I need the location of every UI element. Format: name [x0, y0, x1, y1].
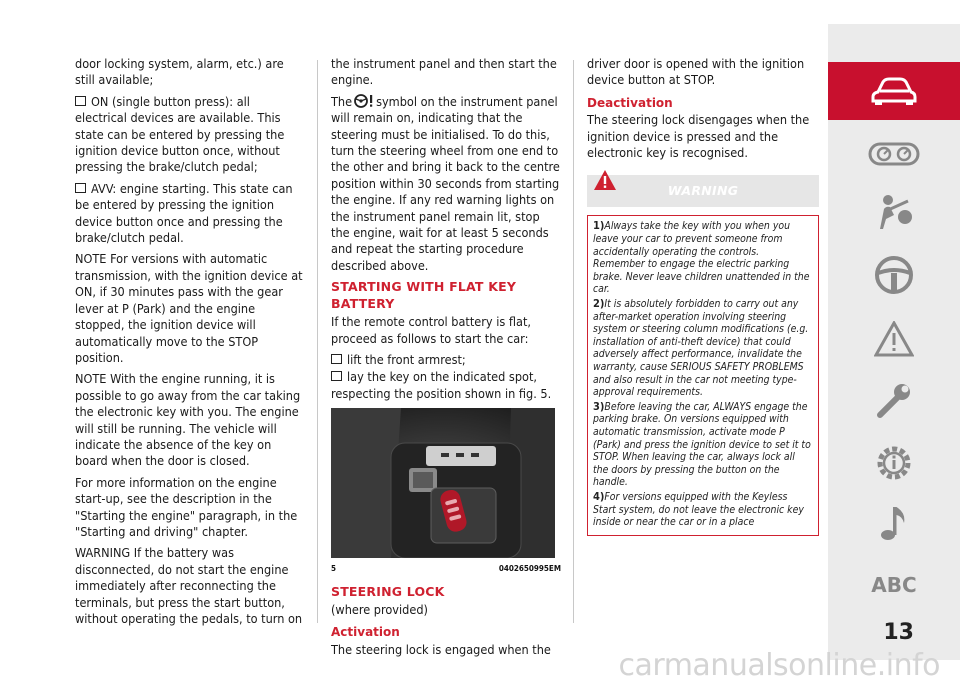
- sidebar-item-emergency[interactable]: [828, 310, 960, 368]
- bullet-square-icon: [75, 96, 86, 106]
- figure-caption: [331, 558, 561, 577]
- warning-item: 2)It is absolutely forbidden to carry out any after-market operation involving steering system or steering column modifications (e.g. installation of anti-theft device) that could adversely affect performance, invalidate the warranty, cause SERIOUS SAFETY PROBLEMS and also result in the car not meeting type-approval requirements.: [593, 297, 809, 399]
- note-paragraph: NOTE With the engine running, it is possible to go away from the car taking the electronic key with you. The engine will still be running. The vehicle will indicate the absence of the key on board when the door is closed.: [75, 371, 301, 469]
- paragraph: driver door is opened with the ignition device button at STOP.: [587, 56, 805, 88]
- center-console-illustration: [331, 408, 555, 558]
- paragraph: door locking system, alarm, etc.) are still available;: [75, 56, 284, 88]
- warning-title: WARNING: [667, 183, 739, 199]
- airbag-safety-icon: [874, 193, 914, 233]
- paragraph: (where provided): [331, 601, 428, 617]
- paragraph: the instrument panel and then start the engine.: [331, 56, 557, 88]
- warning-item: 4)For versions equipped with the Keyless Start system, do not leave the electronic key inside or near the car or in a place: [593, 489, 804, 529]
- car-icon: [870, 76, 918, 106]
- bullet-square-icon: [331, 354, 342, 364]
- bullet-square-icon: [331, 371, 342, 381]
- chapter-sidebar: [828, 24, 960, 660]
- sidebar-item-car[interactable]: [828, 62, 960, 120]
- paragraph: If the remote control battery is flat, proceed as follows to start the car:: [331, 314, 531, 346]
- column-divider: [573, 60, 574, 623]
- text-column-1: [75, 56, 303, 632]
- gear-info-icon: [874, 443, 914, 483]
- section-heading: STEERING LOCK: [331, 583, 445, 599]
- figure-code: 0402650995EM: [498, 564, 561, 574]
- music-note-icon: [876, 503, 912, 543]
- bullet-item: lift the front armrest;: [331, 352, 561, 368]
- text-column-2: [331, 56, 561, 663]
- steering-wheel-icon: [874, 255, 914, 295]
- bullet-item: ON (single button press): all electrical devices are available. This state can be entered by pressing the ignition device button once, without pressing the brake/clutch pedal;: [75, 93, 285, 175]
- wrench-icon: [874, 381, 914, 421]
- note-paragraph: NOTE For versions with automatic transmission, with the ignition device at ON, if 30 minutes pass with the gear lever at P (Park) and the engine stopped, the ignition device will automatically move to the STOP position.: [75, 251, 303, 365]
- figure-number: 5: [331, 564, 337, 574]
- text-column-3: [587, 56, 819, 536]
- abc-index-icon: ABC: [871, 573, 917, 597]
- sidebar-item-maintenance[interactable]: [828, 372, 960, 430]
- sidebar-item-instruments[interactable]: [828, 125, 960, 183]
- sidebar-item-technical[interactable]: [828, 434, 960, 492]
- warning-paragraph: WARNING If the battery was disconnected, do not start the engine immediately after reconnecting the terminals, but press the start button, without operating the pedals, to turn on: [75, 545, 303, 626]
- bullet-item: AVV: engine starting. This state can be entered by pressing the ignition device button once and pressing the brake/clutch pedal.: [75, 180, 293, 246]
- instrument-panel-icon: [868, 140, 920, 168]
- sidebar-item-index[interactable]: [828, 556, 960, 614]
- section-heading: STARTING WITH FLAT KEY BATTERY: [331, 279, 517, 311]
- page-number: 13: [883, 620, 914, 645]
- sidebar-item-safety[interactable]: [828, 184, 960, 242]
- warning-header: [587, 175, 819, 207]
- column-divider: [317, 60, 318, 623]
- warning-item: 3)Before leaving the car, ALWAYS engage the parking brake. On versions equipped with automatic transmission, activate mode P (Park) and press the ignition device to set it to STOP. When leaving the car, always lock all the doors by pressing the button on the handle.: [593, 399, 811, 489]
- steering-warning-icon: [353, 94, 375, 108]
- warning-triangle-icon: [874, 321, 914, 357]
- bullet-item: lay the key on the indicated spot, respecting the position shown in fig. 5.: [331, 369, 552, 401]
- figure-5-photo: [331, 408, 555, 558]
- paragraph: The symbol on the instrument panel will remain on, indicating that the steering must be initialised. To do this, turn the steering wheel from one end to the other and bring it back to the centre position within 30 seconds from starting the engine. If any red warning lights on the instrument panel remain lit, stop the engine, wait for at least 5 seconds and repeat the starting procedure described above.: [331, 93, 560, 273]
- bullet-square-icon: [75, 183, 86, 193]
- sidebar-item-multimedia[interactable]: [828, 494, 960, 552]
- paragraph: The steering lock disengages when the ignition device is pressed and the electronic key is recognised.: [587, 112, 810, 161]
- paragraph: For more information on the engine start-up, see the description in the "Starting the engine" paragraph, in the "Starting and driving" chapter.: [75, 474, 298, 539]
- paragraph: The steering lock is engaged when the: [331, 641, 551, 657]
- sidebar-item-starting[interactable]: [828, 246, 960, 304]
- subheading: Activation: [331, 625, 400, 640]
- subheading: Deactivation: [587, 95, 673, 110]
- warning-box: [587, 215, 819, 535]
- watermark: carmanualsonline.info: [618, 648, 940, 683]
- warning-item: 1)Always take the key with you when you leave your car to prevent someone from accidentally operating the controls. Remember to engage the electric parking brake. Never leave children unattended in the car.: [593, 219, 810, 296]
